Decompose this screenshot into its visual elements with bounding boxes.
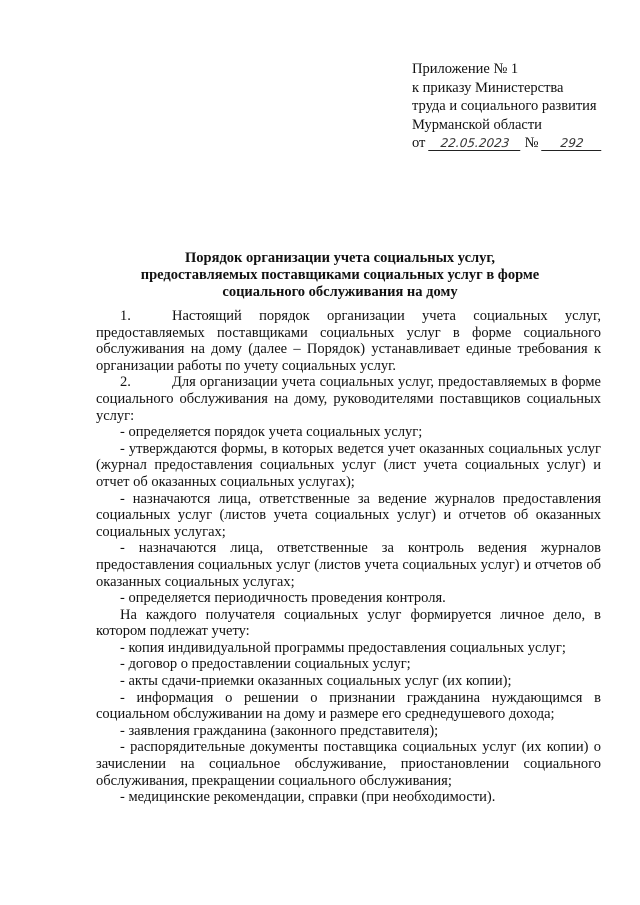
list-item: - распорядительные документы поставщика социальных услуг (их копии) о зачислении на социальное обслуживание, приостановлении социального обслуживания, прекращении социального обслуживания; bbox=[96, 739, 601, 789]
region-name: Мурманской области bbox=[412, 116, 542, 133]
title-line: Порядок организации учета социальных услуг, bbox=[185, 250, 495, 266]
list-item: - утверждаются формы, в которых ведется учет оказанных социальных услуг (журнал предоставления социальных услуг (лист учета социальных услуг) и отчет об оказанных социальных услугах); bbox=[96, 440, 601, 490]
document-title bbox=[80, 250, 600, 301]
order-number: 292 bbox=[541, 136, 603, 151]
document-body bbox=[96, 308, 601, 806]
paragraph-3: На каждого получателя социальных услуг формируется личное дело, в котором подлежат учету: bbox=[96, 606, 601, 640]
paragraph-text: Настоящий порядок организации учета социальных услуг, предоставляемых поставщиками социальных услуг в форме социального обслуживания на дому (далее – Порядок) устанавливает единые требования к организации работы по учету социальных услуг. bbox=[96, 308, 601, 374]
list-item: - заявления гражданина (законного представителя); bbox=[120, 722, 439, 739]
order-date: 22.05.2023 bbox=[428, 136, 522, 151]
paragraph-number: 2. bbox=[120, 374, 131, 391]
list-item: - информация о решении о признании гражданина нуждающимся в социальном обслуживании на дому и размере его среднедушевого дохода; bbox=[96, 689, 601, 723]
list-item: - определяется периодичность проведения контроля. bbox=[120, 590, 446, 607]
ministry-name: труда и социального развития bbox=[412, 98, 597, 114]
list-item: - акты сдачи-приемки оказанных социальных услуг (их копии); bbox=[120, 673, 512, 690]
number-label: № bbox=[524, 135, 539, 151]
paragraph-number: 1. bbox=[120, 308, 131, 324]
paragraph-text: Для организации учета социальных услуг, предоставляемых в форме социального обслуживания на дому, руководителями поставщиков социальных услуг: bbox=[96, 374, 601, 424]
list-item: - определяется порядок учета социальных услуг; bbox=[120, 424, 423, 441]
approval-block bbox=[412, 60, 622, 153]
list-item: - копия индивидуальной программы предоставления социальных услуг; bbox=[120, 639, 566, 656]
from-label: от bbox=[412, 135, 426, 151]
paragraph-2 bbox=[96, 374, 601, 424]
title-line: социального обслуживания на дому bbox=[222, 284, 458, 300]
order-reference: к приказу Министерства bbox=[412, 79, 564, 96]
list-item: - медицинские рекомендации, справки (при необходимости). bbox=[120, 789, 496, 806]
list-item: - договор о предоставлении социальных услуг; bbox=[120, 656, 411, 673]
list-item: - назначаются лица, ответственные за ведение журналов предоставления социальных услуг (листов учета социальных услуг) и отчетов об оказанных социальных услугах; bbox=[96, 490, 601, 540]
list-item: - назначаются лица, ответственные за контроль ведения журналов предоставления социальных услуг (листов учета социальных услуг) и отчетов об оказанных социальных услугах; bbox=[96, 540, 601, 590]
order-date-number bbox=[412, 134, 622, 153]
appendix-label: Приложение № 1 bbox=[412, 61, 519, 77]
paragraph-1 bbox=[96, 308, 601, 374]
title-line: предоставляемых поставщиками социальных услуг в форме bbox=[140, 267, 540, 283]
